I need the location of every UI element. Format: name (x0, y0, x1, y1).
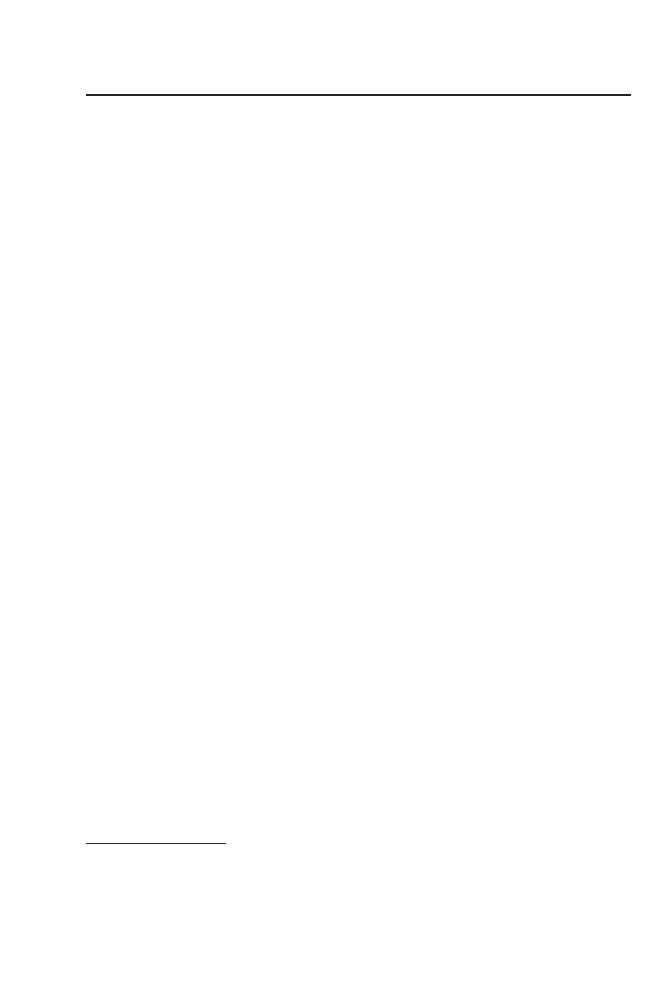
footnote-rule (86, 843, 226, 844)
header-rule (86, 94, 631, 96)
running-header (86, 66, 631, 86)
